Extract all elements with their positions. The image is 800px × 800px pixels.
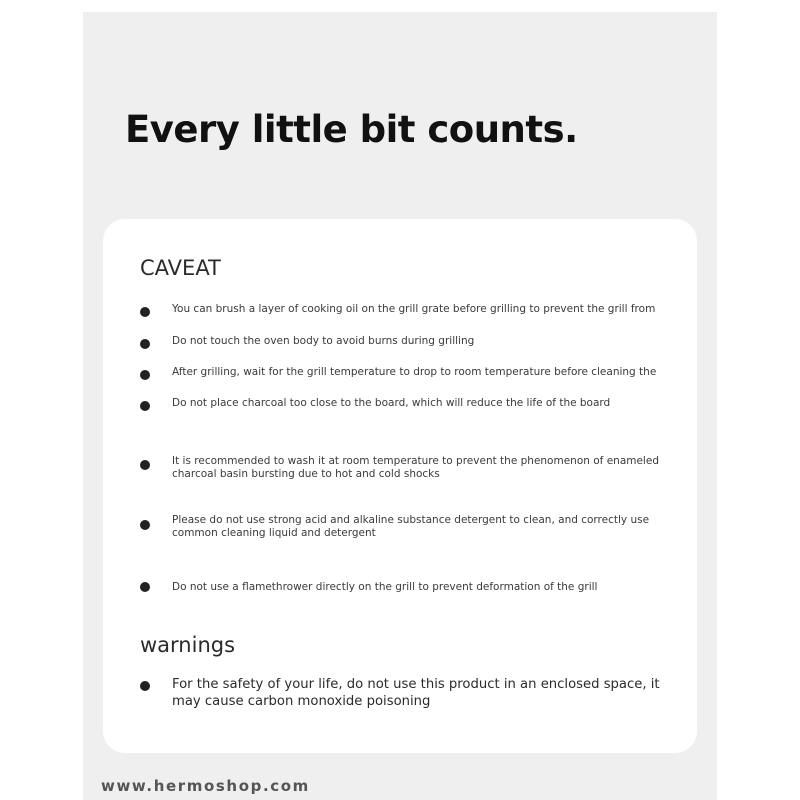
bullet-icon [140,339,150,349]
caveat-item-text: Do not use a flamethrower directly on the grill to prevent deformation of the grill [172,581,598,593]
caveat-item-text: You can brush a layer of cooking oil on the grill grate before grilling to prevent the grill from [172,303,656,315]
bullet-icon [140,681,150,691]
headline: Every little bit counts. [125,108,578,151]
website-watermark: www.hermoshop.com [101,777,310,795]
bullet-icon [140,460,150,470]
bullet-icon [140,582,150,592]
bullet-icon [140,520,150,530]
caveat-title: CAVEAT [140,256,221,280]
caveat-item-text: It is recommended to wash it at room temperature to prevent the phenomenon of enameled charcoal basin bursting due to hot and cold shocks [172,455,659,480]
warning-item-text: For the safety of your life, do not use this product in an enclosed space, it may cause carbon monoxide poisoning [172,677,660,709]
caveat-item-text: Do not touch the oven body to avoid burns during grilling [172,335,475,347]
bullet-icon [140,307,150,317]
bullet-icon [140,401,150,411]
caveat-item-text: Do not place charcoal too close to the board, which will reduce the life of the board [172,397,611,409]
warnings-title: warnings [140,633,236,657]
info-card [103,219,697,753]
caveat-item-text: After grilling, wait for the grill temperature to drop to room temperature before cleaning the [172,366,657,378]
bullet-icon [140,370,150,380]
caveat-item-text: Please do not use strong acid and alkaline substance detergent to clean, and correctly use common cleaning liquid and detergent [172,514,650,539]
